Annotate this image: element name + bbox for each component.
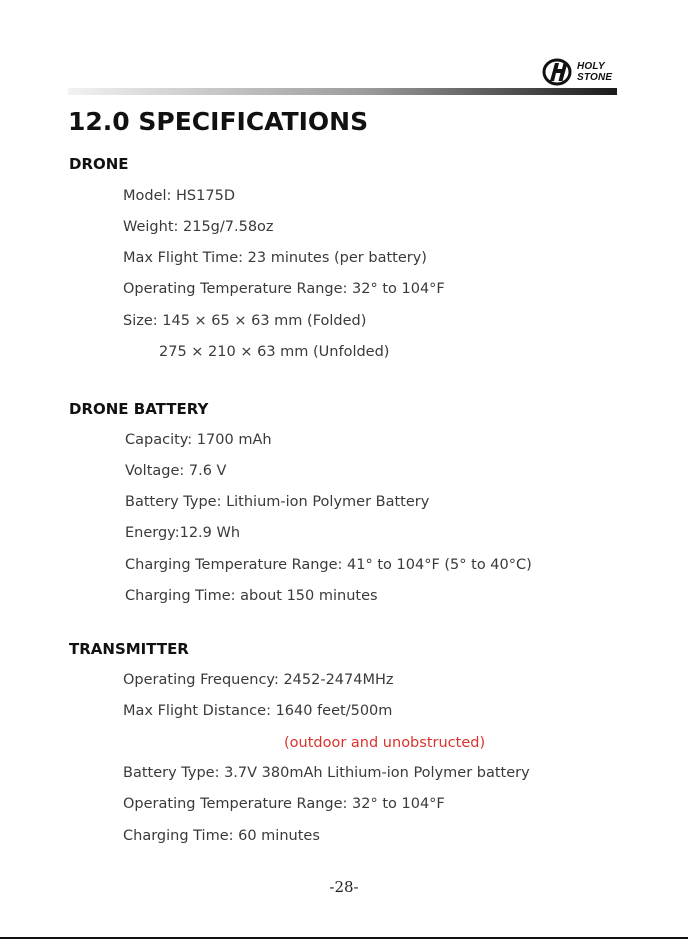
section-heading-drone: DRONE — [69, 155, 129, 173]
spec-transmitter-distance: Max Flight Distance: 1640 feet/500m — [123, 703, 393, 719]
section-heading-transmitter: TRANSMITTER — [69, 640, 189, 658]
logo-line-2: STONE — [577, 72, 613, 83]
spec-drone-size-unfolded: 275 × 210 × 63 mm (Unfolded) — [159, 344, 390, 360]
spec-battery-charging-time: Charging Time: about 150 minutes — [125, 588, 378, 604]
page-number: -28- — [329, 878, 359, 896]
logo-line-1: HOLY — [577, 61, 605, 72]
spec-drone-size-folded: Size: 145 × 65 × 63 mm (Folded) — [123, 313, 367, 329]
spec-battery-energy: Energy:12.9 Wh — [125, 525, 241, 541]
spec-transmitter-frequency: Operating Frequency: 2452-2474MHz — [123, 672, 394, 688]
spec-transmitter-charging-time: Charging Time: 60 minutes — [123, 828, 320, 844]
spec-battery-capacity: Capacity: 1700 mAh — [125, 432, 272, 448]
spec-transmitter-operating-temp: Operating Temperature Range: 32° to 104°F — [123, 796, 445, 812]
spec-drone-model: Model: HS175D — [123, 188, 235, 204]
spec-drone-weight: Weight: 215g/7.58oz — [123, 219, 274, 235]
section-heading-drone-battery: DRONE BATTERY — [69, 400, 209, 418]
footer-rule — [0, 937, 688, 939]
spec-battery-type: Battery Type: Lithium-ion Polymer Battery — [125, 494, 430, 510]
spec-battery-voltage: Voltage: 7.6 V — [125, 463, 227, 479]
page-title: 12.0 SPECIFICATIONS — [68, 107, 369, 136]
holy-stone-logo — [541, 57, 621, 87]
holy-stone-emblem-icon — [541, 57, 575, 87]
spec-transmitter-distance-note: (outdoor and unobstructed) — [284, 735, 486, 751]
spec-battery-charging-temp: Charging Temperature Range: 41° to 104°F (5° to 40°C) — [125, 557, 532, 573]
spec-transmitter-battery-type: Battery Type: 3.7V 380mAh Lithium-ion Polymer battery — [123, 765, 530, 781]
spec-drone-flight-time: Max Flight Time: 23 minutes (per battery) — [123, 250, 427, 266]
spec-drone-operating-temp: Operating Temperature Range: 32° to 104°F — [123, 281, 445, 297]
header-gradient-bar — [68, 88, 617, 95]
logo-wordmark — [577, 61, 612, 83]
